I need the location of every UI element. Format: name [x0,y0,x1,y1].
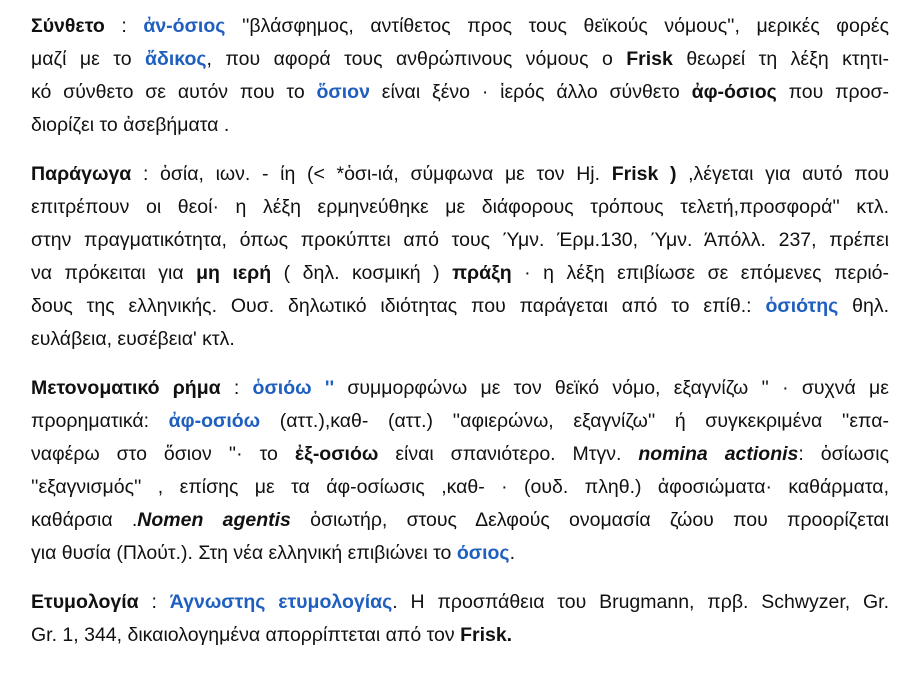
text-run: στην πραγματικότητα, όπως προκύπτει από τους Ύμν. Έρμ.130, Ύμν. Άπόλλ. 237, πρέπει [31,229,889,251]
term-hosiotis: ὁσιότης [765,295,839,317]
text-line [31,619,889,652]
text-run: : [138,591,170,613]
text-run: Gr. 1, 344, δικαιολογημένα απορρίπτεται από τον [31,624,461,646]
text-run: για θυσία (Πλούτ.). Στη νέα ελληνική επιβιώνει το [31,542,457,564]
text-line [31,438,889,471]
author-name: Frisk. [460,624,513,646]
text-run: θηλ. [838,295,889,317]
section-heading: Ετυμολογία [31,591,139,613]
text-line [31,471,889,504]
text-run: ,λέγεται για αυτό που [676,163,889,185]
text-run: δους της ελληνικής. Ουσ. δηλωτικό ιδιότητας που παράγεται από το επίθ.: [31,295,766,317]
text-run: : ὁσίωσις [798,443,889,465]
text-run: · η λέξη επιβίωσε σε επόμενες περιό- [511,262,889,284]
text-line [31,504,889,537]
term-hosioo: ὁσιόω '' [252,377,335,399]
text-run: ''εξαγνισμός'' , επίσης με τα άφ-οσίωσις ,καθ- · (ουδ. πληθ.) ἀφοσιώματα· καθάρματα, [31,476,889,498]
text-line [31,586,889,619]
text-line [31,290,889,323]
derivatives-paragraph [31,158,889,356]
text-line [31,257,889,290]
text-line [31,537,889,570]
text-run: καθάρσια . [31,509,138,531]
text-run: που προσ- [776,81,890,103]
author-name: Frisk [626,48,673,70]
text-run: ( δηλ. κοσμική ) [271,262,453,284]
text-line [31,158,889,191]
text-run: είναι σπανιότερο. Μτγν. [378,443,639,465]
author-name: Frisk ) [611,163,677,185]
term-adikos: ἄδικος [145,48,207,70]
text-run: προρηματικά: [31,410,169,432]
term-nomen-agentis: Nomen agentis [137,509,291,531]
term-afosios: ἀφ-όσιος [691,81,777,103]
text-run: . [509,542,515,564]
text-run: διορίζει το ἀσεβήματα . [31,114,230,136]
text-run: να πρόκειται για [31,262,197,284]
paragraph-gap [31,570,889,586]
section-heading: Σύνθετο [31,15,105,37]
paragraph-gap [31,142,889,158]
section-heading: Μετονοματικό ρήμα [31,377,221,399]
text-run: κό σύνθετο σε αυτόν που το [31,81,317,103]
text-run: ναφέρω στο ὅσιον ''· το [31,443,295,465]
term-hosion: ὅσιον [316,81,370,103]
text-line [31,76,889,109]
text-run: : ὁσία, ιων. - ίη (< *ὁσι-ιά, σύμφωνα με τον Hj. [131,163,612,185]
term-ex-osioo: ἐξ-οσιόω [294,443,379,465]
text-run: : [220,377,253,399]
text-run: (αττ.),καθ- (αττ.) ''αφιερώνω, εξαγνίζω'' ή συγκεκριμένα ''επα- [260,410,889,432]
text-run: . Η προσπάθεια του Brugmann, πρβ. Schwyzer, Gr. [392,591,889,613]
text-run: ὁσιωτήρ, στους Δελφούς ονομασία ζώου που προορίζεται [290,509,889,531]
text-line [31,323,889,356]
text-run: μαζί με το [31,48,146,70]
term-mi-ieri: μη ιερή [196,262,272,284]
text-line [31,191,889,224]
etymology-paragraph [31,586,889,652]
term-praxi: πράξη [452,262,512,284]
text-run: συμμορφώνω με τον θεϊκό νόμο, εξαγνίζω '' · συχνά με [334,377,889,399]
term-anosios: ἀν-όσιος [143,15,226,37]
term-unknown-etymology: Άγνωστης ετυμολογίας [169,591,393,613]
term-osios: όσιος [456,542,510,564]
text-run: θεωρεί τη λέξη κτητι- [672,48,889,70]
text-run: : [104,15,144,37]
text-run: , που αφορά τους ανθρώπινους νόμους ο [206,48,627,70]
text-run: ευλάβεια, ευσέβεια' κτλ. [31,328,235,350]
text-line [31,43,889,76]
text-line [31,372,889,405]
term-af-osioo: ἀφ-οσιόω [168,410,261,432]
section-heading: Παράγωγα [31,163,132,185]
text-run: είναι ξένο · ἱερός άλλο σύνθετο [369,81,692,103]
text-line [31,10,889,43]
paragraph-gap [31,356,889,372]
term-nomina-actionis: nomina actionis [638,443,799,465]
text-run: επιτρέπουν οι θεοί· η λέξη ερμηνεύθηκε με διάφορους τρόπους τελετή,προσφορά'' κτλ. [31,196,889,218]
text-line [31,109,889,142]
compound-paragraph [31,10,889,142]
text-line [31,405,889,438]
denominative-verb-paragraph [31,372,889,570]
text-run: ''βλάσφημος, αντίθετος προς τους θεϊκούς νόμους'', μερικές φορές [225,15,889,37]
text-line [31,224,889,257]
